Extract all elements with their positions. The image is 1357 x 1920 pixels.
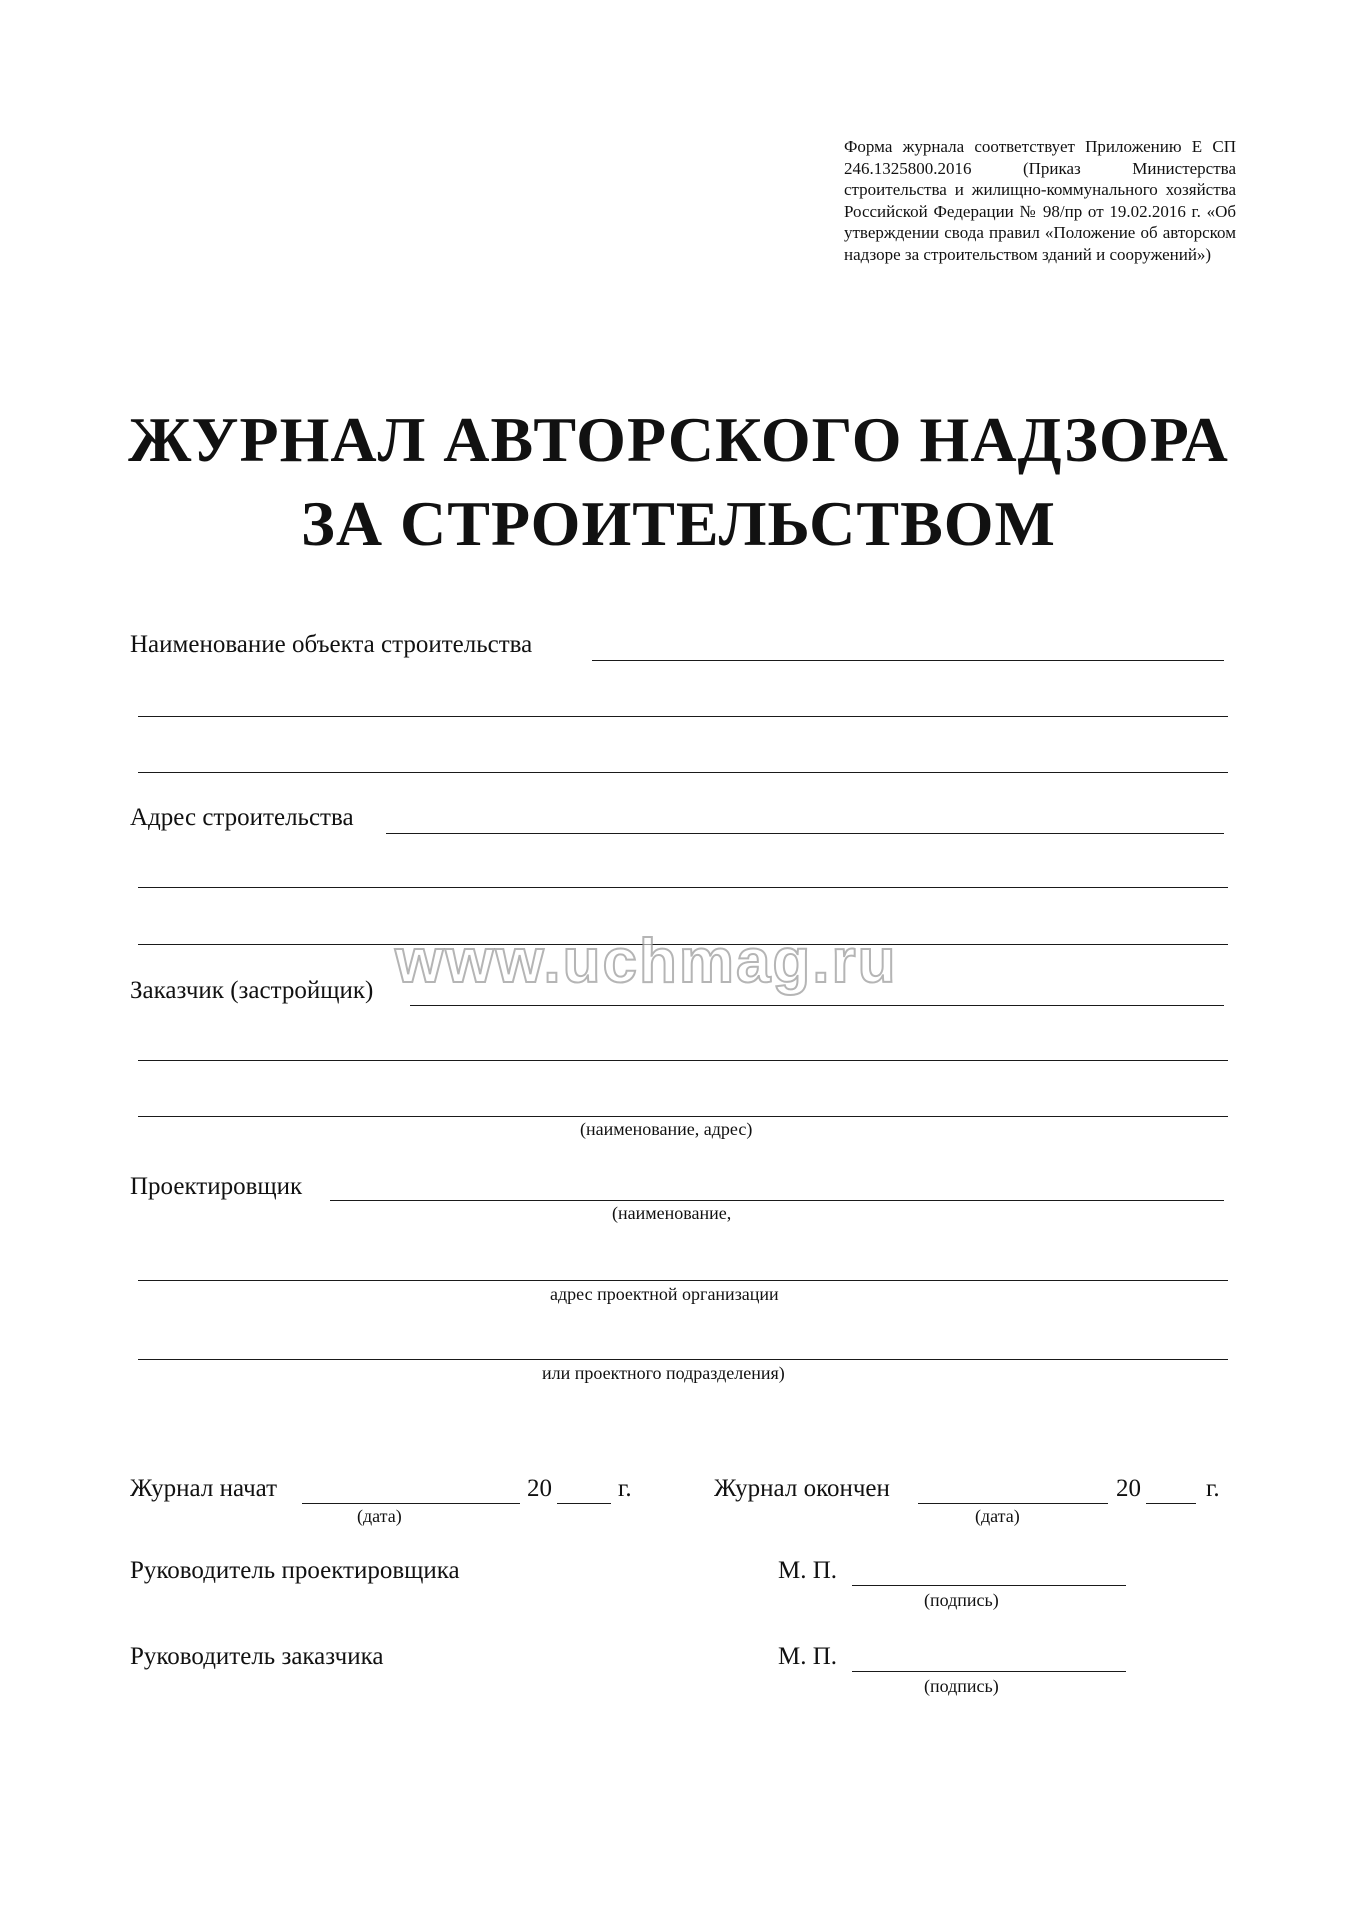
designer-line-3[interactable] [138,1359,1228,1360]
journal-started-year-line[interactable] [557,1503,611,1504]
journal-ended-date-caption: (дата) [975,1506,1020,1526]
customer-head-signature-line[interactable] [852,1671,1126,1672]
designer-line-1[interactable] [330,1200,1224,1201]
object-name-line-2[interactable] [138,716,1228,717]
customer-head-label: Руководитель заказчика [130,1643,384,1670]
customer-line-3[interactable] [138,1116,1228,1117]
journal-started-label: Журнал начат [130,1475,278,1502]
designer-head-signature-caption: (подпись) [924,1590,999,1610]
object-name-line-3[interactable] [138,772,1228,773]
address-label: Адрес строительства [130,804,354,831]
journal-started-date-line[interactable] [302,1503,520,1504]
form-compliance-note: Форма журнала соответствует Приложению Е СП 246.1325800.2016 (Приказ Министерства строительства и жилищно-коммунального хозяйства Российской Федерации № 98/пр от 19.02.2016 г. «Об утверждении свода правил «Положение об авторском надзоре за строительством зданий и сооружений») [844,137,1236,264]
customer-head-signature-caption: (подпись) [924,1676,999,1696]
title-line-2: ЗА СТРОИТЕЛЬСТВОМ [301,488,1056,559]
address-line-1[interactable] [386,833,1224,834]
journal-started-date-caption: (дата) [357,1506,402,1526]
designer-line-2[interactable] [138,1280,1228,1281]
designer-caption-3: или проектного подразделения) [542,1363,785,1383]
watermark: www.uchmag.ru [395,927,898,996]
journal-ended-year-line[interactable] [1146,1503,1196,1504]
object-name-label: Наименование объекта строительства [130,631,533,658]
journal-started-year-suffix: г. [618,1475,632,1502]
designer-head-signature-line[interactable] [852,1585,1126,1586]
customer-head-stamp: М. П. [778,1643,838,1670]
object-name-line-1[interactable] [592,660,1224,661]
journal-ended-label: Журнал окончен [714,1475,890,1502]
designer-caption-1: (наименование, [612,1203,732,1223]
title-line-1: ЖУРНАЛ АВТОРСКОГО НАДЗОРА [128,404,1229,475]
designer-head-stamp: М. П. [778,1557,838,1584]
journal-ended-year-prefix: 20 [1116,1475,1141,1502]
designer-caption-2: адрес проектной организации [550,1284,779,1304]
address-line-2[interactable] [138,887,1228,888]
journal-ended-date-line[interactable] [918,1503,1108,1504]
journal-started-year-prefix: 20 [527,1475,552,1502]
customer-label: Заказчик (застройщик) [130,977,374,1004]
designer-label: Проектировщик [130,1173,303,1200]
journal-ended-year-suffix: г. [1206,1475,1220,1502]
customer-line-1[interactable] [410,1005,1224,1006]
customer-line-2[interactable] [138,1060,1228,1061]
customer-caption: (наименование, адрес) [580,1119,753,1139]
designer-head-label: Руководитель проектировщика [130,1557,460,1584]
